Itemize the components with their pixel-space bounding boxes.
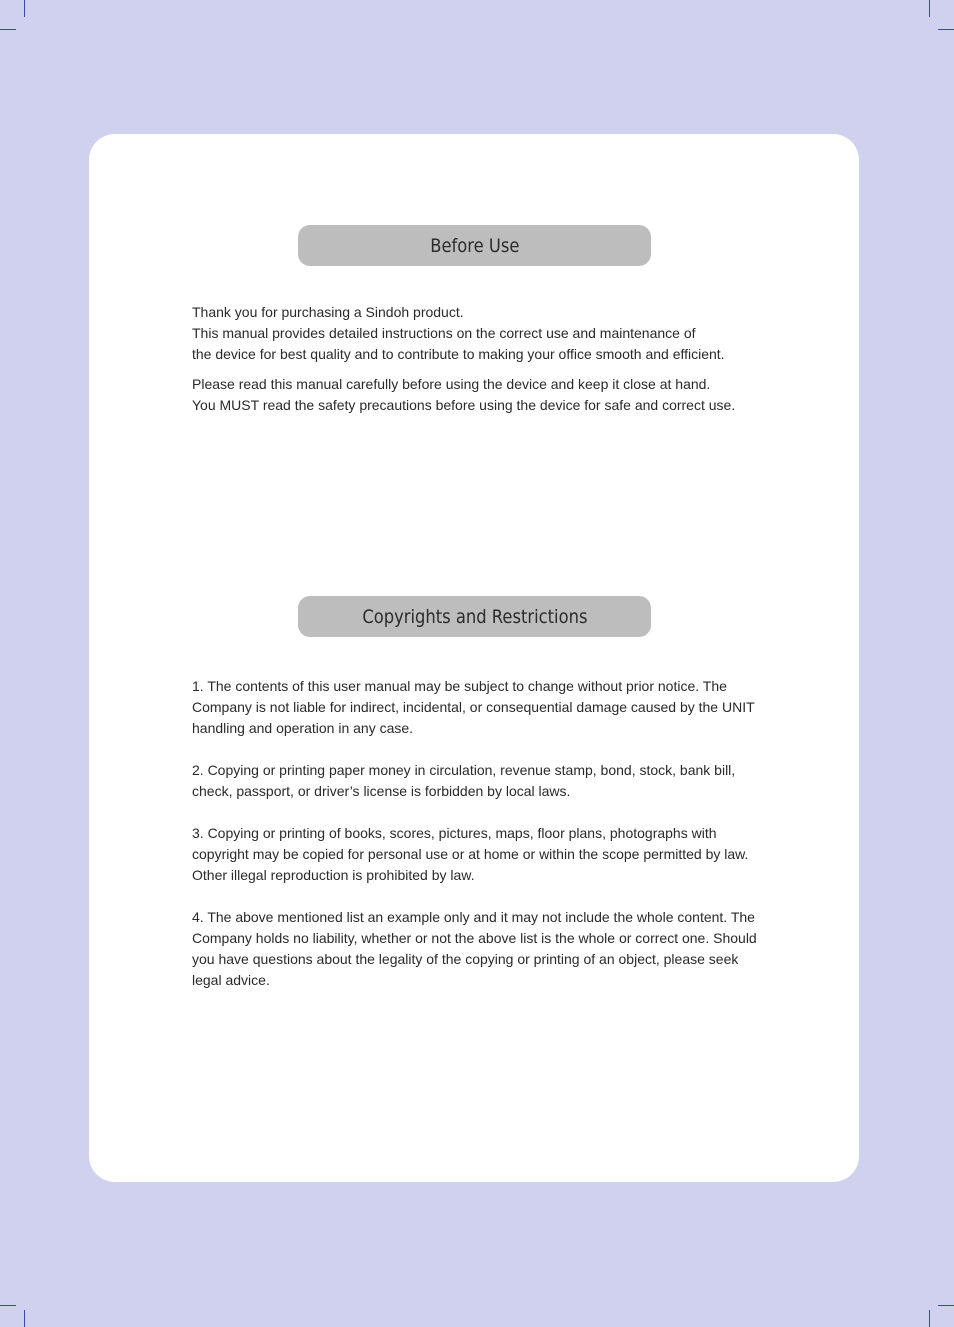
copyright-item-4 — [192, 907, 772, 991]
text-line: 4. The above mentioned list an example only and it may not include the whole content. The — [192, 909, 755, 925]
text-line: 2. Copying or printing paper money in circulation, revenue stamp, bond, stock, bank bill, — [192, 762, 736, 778]
crop-mark-bottom-right-vertical — [929, 1310, 930, 1327]
text-line: handling and operation in any case. — [192, 720, 414, 736]
text-line: You MUST read the safety precautions before using the device for safe and correct use. — [192, 397, 736, 413]
crop-mark-top-left-horizontal — [0, 29, 16, 30]
content-card — [89, 134, 859, 1182]
crop-mark-bottom-left-vertical — [24, 1310, 25, 1327]
text-line: you have questions about the legality of the copying or printing of an object, please seek — [192, 951, 739, 967]
crop-mark-bottom-right-horizontal — [938, 1305, 954, 1306]
before-use-paragraph-1 — [192, 302, 772, 365]
text-line: 1. The contents of this user manual may be subject to change without prior notice. The — [192, 678, 727, 694]
crop-mark-top-right-horizontal — [938, 29, 954, 30]
text-line: Other illegal reproduction is prohibited by law. — [192, 867, 475, 883]
text-line: This manual provides detailed instructions on the correct use and maintenance of — [192, 325, 696, 341]
copyrights-heading — [298, 596, 651, 637]
text-line: copyright may be copied for personal use or at home or within the scope permitted by law. — [192, 846, 749, 862]
text-line: Please read this manual carefully before using the device and keep it close at hand. — [192, 376, 711, 392]
before-use-title: Before Use — [429, 234, 520, 257]
text-line: check, passport, or driver’s license is forbidden by local laws. — [192, 783, 571, 799]
crop-mark-bottom-left-horizontal — [0, 1305, 16, 1306]
text-line: 3. Copying or printing of books, scores, pictures, maps, floor plans, photographs with — [192, 825, 717, 841]
crop-mark-top-right-vertical — [929, 0, 930, 17]
crop-mark-top-left-vertical — [24, 0, 25, 17]
text-line: legal advice. — [192, 972, 270, 988]
text-line: Company is not liable for indirect, incidental, or consequential damage caused by the UNIT — [192, 699, 755, 715]
before-use-heading — [298, 225, 651, 266]
copyright-item-2 — [192, 760, 772, 802]
copyright-item-3 — [192, 823, 772, 886]
copyright-item-1 — [192, 676, 772, 739]
copyrights-title: Copyrights and Restrictions — [361, 605, 588, 628]
text-line: the device for best quality and to contribute to making your office smooth and efficient. — [192, 346, 725, 362]
text-line: Thank you for purchasing a Sindoh product. — [192, 304, 464, 320]
before-use-paragraph-2 — [192, 374, 772, 416]
text-line: Company holds no liability, whether or not the above list is the whole or correct one. Should — [192, 930, 757, 946]
